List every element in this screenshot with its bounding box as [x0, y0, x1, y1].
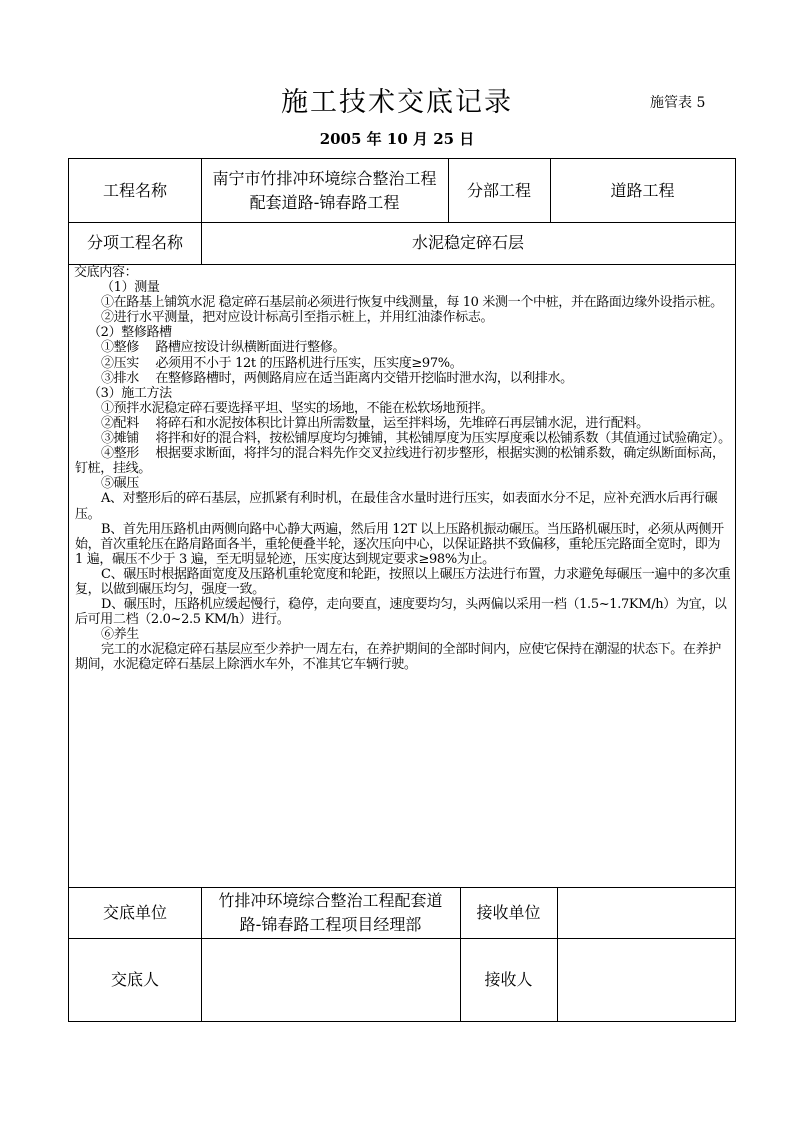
content-line: C、碾压时根据路面宽度及压路机重轮宽度和轮距，按照以上碾压方法进行布置，力求避免每碾压一遍中的多次重复，以做到碾压均匀，强度一致。: [75, 566, 731, 597]
content-line: ④整形 根据要求断面，将拌匀的混合料先作交叉拉线进行初步整形，根据实测的松铺系数，确定纵断面标高，钉桩，挂线。: [75, 446, 725, 477]
disclosure-unit-value: 竹排冲环境综合整治工程配套道路-锦春路工程项目经理部: [218, 890, 443, 934]
content-line: ②压实 必须用不小于 12t 的压路机进行压实，压实度≥97%。: [101, 355, 463, 371]
content-line: ①在路基上铺筑水泥 稳定碎石基层前必须进行恢复中线测量，每 10 米测一个中桩，并在路面边缘外设指示桩。: [101, 295, 723, 311]
discloser-value: [201, 938, 460, 1021]
content-line: （3）施工方法: [88, 385, 172, 401]
content-line: A、对整形后的碎石基层，应抓紧有利时机，在最佳含水量时进行压实，如表面水分不足，应补充洒水后再行碾压。: [75, 491, 718, 522]
sub-project-label: 分部工程: [466, 180, 531, 200]
content-line: ①整修 路槽应按设计纵横断面进行整修。: [101, 340, 346, 356]
content-line: ③排水 在整修路槽时，两侧路肩应在适当距离内交错开挖临时泄水沟，以利排水。: [101, 370, 573, 386]
project-name-value: 南宁市竹排冲环境综合整治工程配套道路-锦春路工程: [212, 168, 437, 212]
disclosure-unit-label: 交底单位: [102, 902, 167, 922]
project-name-label: 工程名称: [102, 180, 167, 200]
content-line: ②配料 将碎石和水泥按体积比计算出所需数量，运至拌料场，先堆碎石再层铺水泥，进行配料。: [101, 415, 649, 431]
content-line: （2）整修路槽: [88, 325, 172, 341]
content-line: ⑤碾压: [101, 476, 139, 492]
document-date: 2005 年 10 月 25 日: [319, 130, 475, 148]
content-line: ①预拌水泥稳定碎石要选择平坦、坚实的场地，不能在松软场地预拌。: [101, 400, 494, 416]
content-line: （1）测量: [101, 280, 160, 296]
sub-project-value: 道路工程: [610, 180, 675, 200]
content-heading: 交底内容：: [74, 265, 138, 280]
receiving-unit-value: [557, 887, 735, 938]
item-name-label: 分项工程名称: [86, 233, 183, 252]
content-line: ③摊铺 将拌和好的混合料，按松铺厚度均匀摊铺，其松铺厚度为压实厚度乘以松铺系数（其值通过试验确定）。: [101, 431, 731, 447]
item-name-value: 水泥稳定碎石层: [411, 233, 524, 252]
content-line: ②进行水平测量，把对应设计标高引至指示桩上，并用红油漆作标志。: [101, 310, 494, 326]
form-number: 施管表 5: [650, 95, 706, 111]
content-line: ⑥养生: [101, 627, 139, 643]
disclosure-content: [75, 265, 731, 673]
disclosure-record-table: [68, 158, 736, 1022]
receiving-unit-label: 接收单位: [476, 902, 541, 922]
receiver-label: 接收人: [484, 969, 533, 989]
content-line: D、碾压时，压路机应缓起慢行，稳停，走向要直，速度要均匀，头两偏以采用一档（1.5~1.7KM/h）为宜，以后可用二档（2.0~2.5 KM/h）进行。: [75, 597, 727, 628]
discloser-label: 交底人: [110, 969, 159, 989]
document-title: 施工技术交底记录: [281, 87, 513, 118]
receiver-value: [557, 938, 735, 1021]
content-line: 完工的水泥稳定碎石基层应至少养护一周左右，在养护期间的全部时间内，应使它保持在潮湿的状态下。在养护期间，水泥稳定碎石基层上除洒水车外，不准其它车辆行驶。: [75, 642, 721, 673]
content-line: B、首先用压路机由两侧向路中心静大两遍，然后用 12T 以上压路机振动碾压。当压路机碾压时，必须从两侧开始，首次重轮压在路肩路面各半，重轮便叠半轮，逐次压向中心，以保证路拱不致偏移，重轮压完路面全宽时，即为 1 遍，碾压不少于 3 遍，至无明显轮迹，压实度达到规定要求≥98%为止。: [75, 521, 724, 567]
content-lines: [75, 280, 731, 672]
